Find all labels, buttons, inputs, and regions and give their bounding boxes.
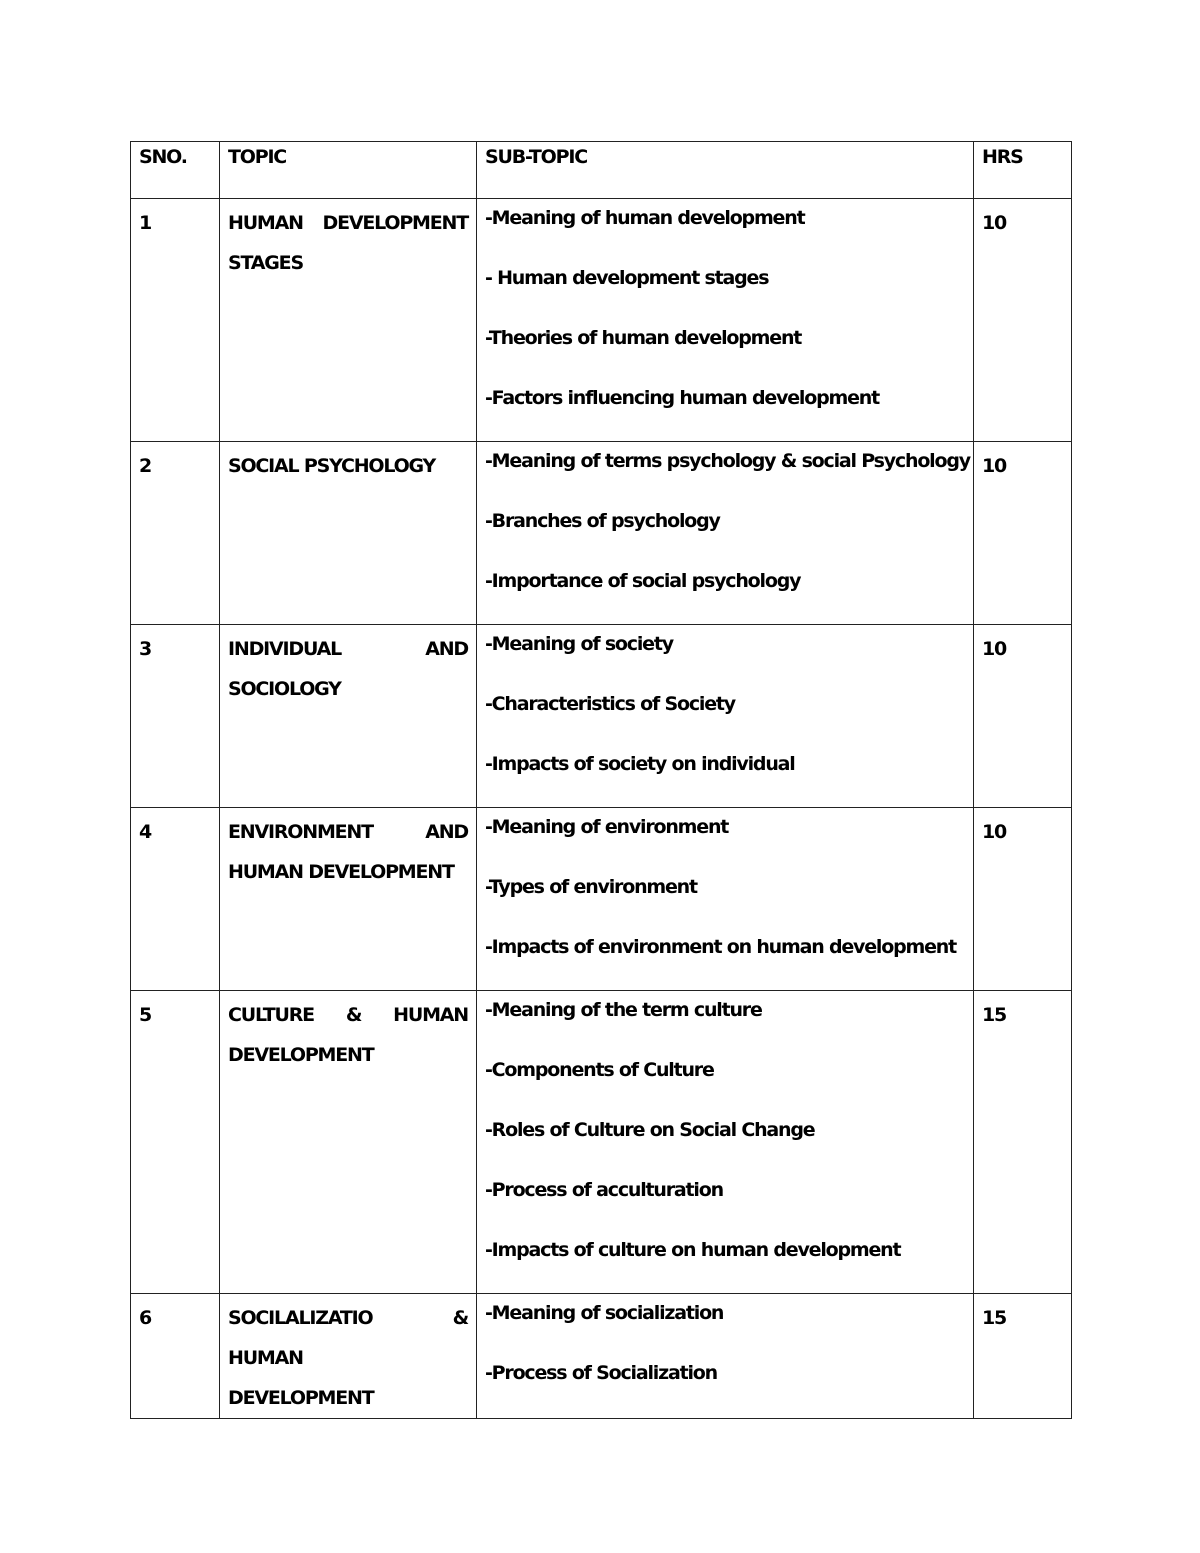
topic-cell xyxy=(220,199,477,442)
subtopic-cell xyxy=(477,991,974,1294)
header-sno: SNO. xyxy=(131,142,220,199)
subtopic-item: -Characteristics of Society xyxy=(485,693,735,715)
sno-cell: 6 xyxy=(131,1294,220,1419)
table-row xyxy=(131,991,1072,1294)
subtopic-item: -Roles of Culture on Social Change xyxy=(485,1119,815,1141)
subtopic-cell xyxy=(477,808,974,991)
topic-line: STAGES xyxy=(228,252,303,274)
subtopic-item: -Meaning of the term culture xyxy=(485,999,762,1021)
table-row xyxy=(131,442,1072,625)
topic-line: SOCIOLOGY xyxy=(228,678,341,700)
topic-line: DEVELOPMENT xyxy=(228,1044,374,1066)
hrs-cell: 10 xyxy=(974,199,1072,442)
subtopic-cell xyxy=(477,625,974,808)
table-row xyxy=(131,625,1072,808)
header-hrs: HRS xyxy=(974,142,1072,199)
topic-cell xyxy=(220,1294,477,1419)
header-subtopic: SUB-TOPIC xyxy=(477,142,974,199)
topic-line: CULTURE & HUMAN xyxy=(228,1004,468,1026)
topic-cell xyxy=(220,808,477,991)
subtopic-cell xyxy=(477,442,974,625)
topic-line: SOCILALIZATIO & HUMAN xyxy=(228,1307,468,1369)
syllabus-table xyxy=(130,141,1072,1419)
topic-line: HUMAN DEVELOPMENT xyxy=(228,861,454,883)
subtopic-item: -Meaning of terms psychology & social Psychology xyxy=(485,450,970,472)
topic-cell xyxy=(220,625,477,808)
table-header-row xyxy=(131,142,1072,199)
hrs-cell: 10 xyxy=(974,808,1072,991)
subtopic-item: -Types of environment xyxy=(485,876,697,898)
subtopic-item: -Impacts of society on individual xyxy=(485,753,795,775)
subtopic-item: - Human development stages xyxy=(485,267,769,289)
hrs-cell: 15 xyxy=(974,991,1072,1294)
hrs-cell: 15 xyxy=(974,1294,1072,1419)
topic-line: ENVIRONMENT AND xyxy=(228,821,468,843)
sno-cell: 3 xyxy=(131,625,220,808)
subtopic-item: -Process of Socialization xyxy=(485,1362,717,1384)
table-row xyxy=(131,1294,1072,1419)
topic-line: HUMAN DEVELOPMENT xyxy=(228,212,468,234)
subtopic-item: -Impacts of culture on human development xyxy=(485,1239,901,1261)
subtopic-item: -Branches of psychology xyxy=(485,510,720,532)
hrs-cell: 10 xyxy=(974,442,1072,625)
sno-cell: 5 xyxy=(131,991,220,1294)
sno-cell: 1 xyxy=(131,199,220,442)
subtopic-item: -Impacts of environment on human development xyxy=(485,936,956,958)
subtopic-item: -Meaning of society xyxy=(485,633,673,655)
subtopic-item: -Theories of human development xyxy=(485,327,802,349)
subtopic-item: -Components of Culture xyxy=(485,1059,714,1081)
sno-cell: 4 xyxy=(131,808,220,991)
subtopic-item: -Meaning of human development xyxy=(485,207,805,229)
subtopic-item: -Factors influencing human development xyxy=(485,387,879,409)
subtopic-item: -Process of acculturation xyxy=(485,1179,723,1201)
header-topic: TOPIC xyxy=(220,142,477,199)
topic-line: SOCIAL PSYCHOLOGY xyxy=(228,455,436,477)
table-row xyxy=(131,199,1072,442)
sno-cell: 2 xyxy=(131,442,220,625)
subtopic-cell xyxy=(477,199,974,442)
subtopic-cell xyxy=(477,1294,974,1419)
subtopic-item: -Meaning of environment xyxy=(485,816,729,838)
table-row xyxy=(131,808,1072,991)
subtopic-item: -Importance of social psychology xyxy=(485,570,801,592)
topic-line: DEVELOPMENT xyxy=(228,1387,374,1409)
hrs-cell: 10 xyxy=(974,625,1072,808)
topic-cell xyxy=(220,991,477,1294)
topic-line: INDIVIDUAL AND xyxy=(228,638,468,660)
subtopic-item: -Meaning of socialization xyxy=(485,1302,724,1324)
topic-cell xyxy=(220,442,477,625)
